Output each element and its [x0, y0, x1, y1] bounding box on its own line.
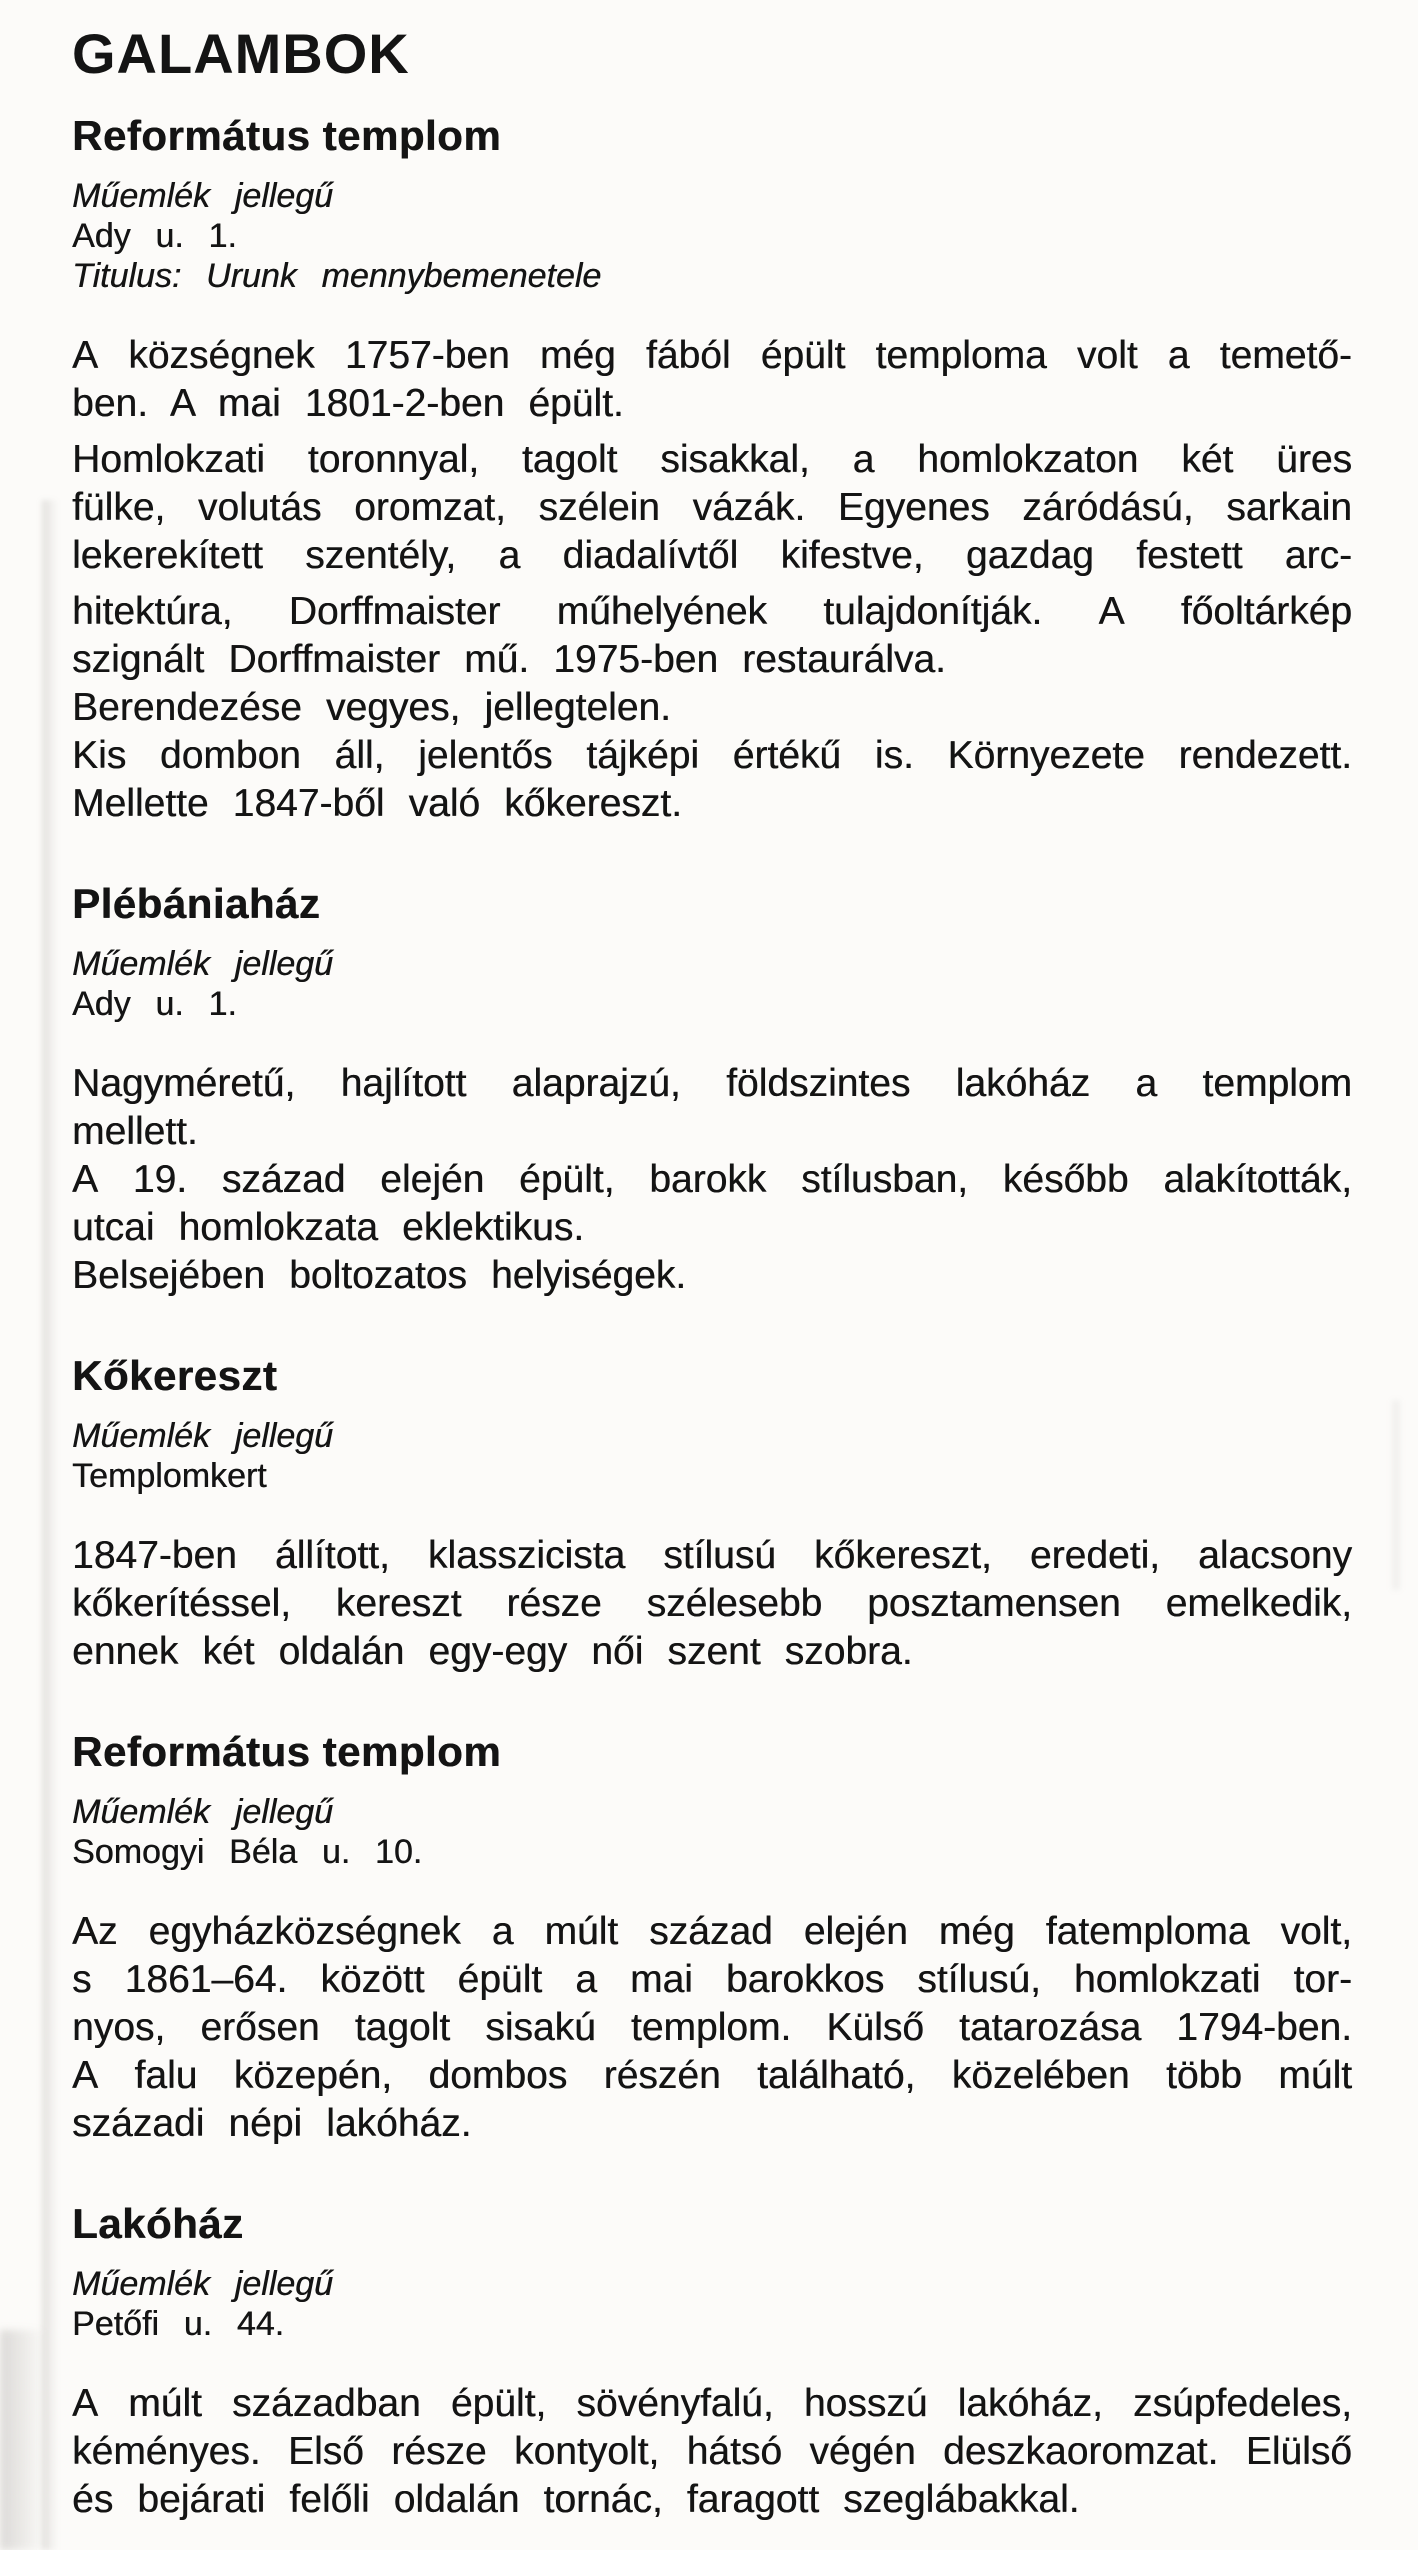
text-line: [72, 588, 1352, 636]
word: jelentős: [418, 734, 553, 777]
word: szélesebb: [646, 1582, 823, 1625]
text-line: szignált Dorffmaister mű. 1975-ben restaurálva.: [72, 638, 946, 681]
scan-gutter-shadow: [42, 500, 58, 2550]
word: falu: [134, 2054, 198, 2097]
meta-line: Műemlék jellegű: [72, 945, 333, 983]
word: értékű: [732, 734, 842, 777]
word: klasszicista: [427, 1534, 626, 1577]
word: gazdag: [965, 534, 1094, 577]
word: oromzat,: [354, 486, 506, 529]
word: Környezete: [947, 734, 1145, 777]
word: elején: [803, 1910, 908, 1953]
section-meta: [72, 176, 1352, 296]
text-line: [72, 1580, 1352, 1628]
word: században: [232, 2382, 421, 2425]
section-heading: Kőkereszt: [72, 1352, 278, 1399]
word: deszkaoromzat.: [943, 2430, 1219, 2473]
section-meta: [72, 2264, 1352, 2344]
word: stílusban,: [801, 1158, 968, 1201]
word: posztamensen: [867, 1582, 1121, 1625]
word: épült: [760, 334, 846, 377]
paragraph: [72, 1908, 1352, 2148]
word: még: [938, 1910, 1015, 1953]
word: közelében: [951, 2054, 1130, 2097]
word: községnek: [128, 334, 315, 377]
monument-section: [72, 2202, 1352, 2524]
word: s: [72, 1958, 92, 2001]
word: múlt: [544, 1910, 619, 1953]
word: a: [498, 534, 521, 577]
text-line: [72, 1060, 1352, 1108]
text-line: [72, 2428, 1352, 2476]
word: lekerekített: [72, 534, 263, 577]
word: homlokzati: [1073, 1958, 1261, 2001]
text-line: ennek két oldalán egy-egy női szent szobra.: [72, 1630, 913, 1673]
word: zsúpfedeles,: [1132, 2382, 1352, 2425]
word: tagolt: [521, 438, 618, 481]
word: barokk: [649, 1158, 767, 1201]
word: volt: [1076, 334, 1138, 377]
text-line: utcai homlokzata eklektikus.: [72, 1206, 585, 1249]
word: a: [575, 1958, 597, 2001]
word: Első: [287, 2430, 364, 2473]
paragraph: [72, 588, 1352, 828]
word: épült,: [450, 2382, 547, 2425]
word: tagolt: [354, 2006, 451, 2049]
word: stílusú,: [917, 1958, 1041, 2001]
word: tulajdonítják.: [823, 590, 1043, 633]
word: állított,: [274, 1534, 390, 1577]
word: alakították,: [1163, 1158, 1352, 1201]
word: alacsony: [1198, 1534, 1352, 1577]
word: épült: [457, 1958, 543, 2001]
word: műhelyének: [556, 590, 767, 633]
word: temploma: [875, 334, 1047, 377]
word: Kis: [72, 734, 127, 777]
word: Egyenes: [837, 486, 990, 529]
word: hajlított: [340, 1062, 467, 1105]
word: végén: [809, 2430, 916, 2473]
word: fából: [645, 334, 731, 377]
word: kőkerítéssel,: [72, 1582, 291, 1625]
word: homlokzaton: [917, 438, 1139, 481]
word: Dorffmaister: [288, 590, 501, 633]
text-line: [72, 532, 1352, 580]
word: a: [852, 438, 875, 481]
word: A: [1098, 590, 1125, 633]
word: a: [1135, 1062, 1158, 1105]
word: fatemploma: [1045, 1910, 1250, 1953]
word: üres: [1276, 438, 1352, 481]
section-heading: Lakóház: [72, 2200, 244, 2247]
word: áll,: [334, 734, 385, 777]
word: sövényfalú,: [576, 2382, 774, 2425]
meta-line: Műemlék jellegű: [72, 1793, 333, 1831]
section-meta: [72, 1416, 1352, 1496]
word: tájképi: [586, 734, 699, 777]
word: A: [72, 2054, 99, 2097]
word: A: [72, 2382, 99, 2425]
word: egyházközségnek: [148, 1910, 461, 1953]
text-line: [72, 1908, 1352, 1956]
word: a: [1167, 334, 1190, 377]
word: kontyolt,: [513, 2430, 660, 2473]
meta-line: Petőfi u. 44.: [72, 2305, 285, 2343]
scan-streak: [1392, 1400, 1400, 1590]
section-heading: Református templom: [72, 112, 502, 159]
word: épült,: [519, 1158, 615, 1201]
word: közepén,: [233, 2054, 393, 2097]
word: 1847-ben: [72, 1534, 237, 1577]
meta-line: Műemlék jellegű: [72, 177, 333, 215]
word: templom: [1202, 1062, 1352, 1105]
monument-section: [72, 114, 1352, 828]
section-heading: Plébániaház: [72, 880, 321, 927]
text-line: [72, 732, 1352, 780]
paragraph: [72, 2380, 1352, 2524]
paragraph: [72, 436, 1352, 580]
word: sisakkal,: [660, 438, 810, 481]
word: Homlokzati: [72, 438, 265, 481]
word: része: [506, 1582, 602, 1625]
word: volt,: [1280, 1910, 1352, 1953]
meta-line: Somogyi Béla u. 10.: [72, 1833, 423, 1871]
paragraph: [72, 1060, 1352, 1300]
meta-line: Műemlék jellegű: [72, 1417, 333, 1455]
text-line: [72, 1156, 1352, 1204]
monument-section: [72, 1354, 1352, 1676]
paragraph: [72, 1532, 1352, 1676]
word: diadalívtől: [562, 534, 739, 577]
word: sarkain: [1226, 486, 1352, 529]
word: 1794-ben.: [1176, 2006, 1352, 2049]
word: több: [1165, 2054, 1242, 2097]
word: sisakú: [485, 2006, 596, 2049]
word: múlt: [1278, 2054, 1352, 2097]
word: szentély,: [305, 534, 457, 577]
meta-line: Ady u. 1.: [72, 985, 237, 1023]
word: vázák.: [692, 486, 806, 529]
word: arc-: [1284, 534, 1352, 577]
word: Nagyméretű,: [72, 1062, 296, 1105]
word: kereszt: [335, 1582, 462, 1625]
text-line: [72, 1532, 1352, 1580]
word: még: [539, 334, 616, 377]
word: emelkedik,: [1165, 1582, 1352, 1625]
text-line: századi népi lakóház.: [72, 2102, 472, 2145]
word: Elülső: [1245, 2430, 1352, 2473]
word: hitektúra,: [72, 590, 233, 633]
word: között: [320, 1958, 425, 2001]
word: később: [1002, 1158, 1129, 1201]
word: 19.: [132, 1158, 188, 1201]
word: lakóház: [955, 1062, 1091, 1105]
word: részén: [603, 2054, 721, 2097]
word: temető-: [1219, 334, 1352, 377]
text-line: mellett.: [72, 1110, 198, 1153]
word: mai: [629, 1958, 693, 2001]
word: földszintes: [726, 1062, 911, 1105]
text-line: Belsejében boltozatos helyiségek.: [72, 1254, 687, 1297]
word: eredeti,: [1029, 1534, 1160, 1577]
word: A: [72, 334, 99, 377]
word: kifestve,: [780, 534, 924, 577]
word: festett: [1136, 534, 1243, 577]
word: barokkos: [725, 1958, 885, 2001]
word: dombon: [159, 734, 301, 777]
word: stílusú: [663, 1534, 776, 1577]
text-line: ben. A mai 1801-2-ben épült.: [72, 382, 624, 425]
word: található,: [757, 2054, 916, 2097]
word: tor-: [1293, 1958, 1352, 2001]
word: nyos,: [72, 2006, 166, 2049]
scan-corner-shadow: [0, 2330, 46, 2550]
text-line: Berendezése vegyes, jellegtelen.: [72, 686, 671, 729]
text-line: [72, 484, 1352, 532]
paragraph: [72, 332, 1352, 428]
word: dombos: [428, 2054, 568, 2097]
monument-section: [72, 1730, 1352, 2148]
text-line: [72, 2380, 1352, 2428]
text-line: [72, 1956, 1352, 2004]
section-meta: [72, 944, 1352, 1024]
word: hosszú: [803, 2382, 928, 2425]
meta-line: Ady u. 1.: [72, 217, 237, 255]
meta-line: Templomkert: [72, 1457, 267, 1495]
word: lakóház,: [957, 2382, 1103, 2425]
text-line: [72, 436, 1352, 484]
monument-section: [72, 882, 1352, 1300]
word: templom.: [630, 2006, 792, 2049]
text-line: [72, 2004, 1352, 2052]
word: szélein: [538, 486, 660, 529]
word: tatarozása: [959, 2006, 1142, 2049]
text-line: [72, 2052, 1352, 2100]
text-line: és bejárati felőli oldalán tornác, faragott szeglábakkal.: [72, 2478, 1080, 2521]
word: záródású,: [1022, 486, 1194, 529]
section-heading: Református templom: [72, 1728, 502, 1775]
section-meta: [72, 1792, 1352, 1872]
text-line: Mellette 1847-ből való kőkereszt.: [72, 782, 682, 825]
word: múlt: [128, 2382, 202, 2425]
word: elején: [380, 1158, 485, 1201]
word: kéményes.: [72, 2430, 261, 2473]
word: része: [391, 2430, 487, 2473]
word: A: [72, 1158, 99, 1201]
meta-line: Műemlék jellegű: [72, 2265, 333, 2303]
word: alaprajzú,: [511, 1062, 681, 1105]
word: rendezett.: [1178, 734, 1352, 777]
word: Az: [72, 1910, 118, 1953]
word: 1861–64.: [124, 1958, 288, 2001]
word: Külső: [826, 2006, 924, 2049]
word: is.: [874, 734, 914, 777]
word: kőkereszt,: [814, 1534, 992, 1577]
text-line: [72, 332, 1352, 380]
word: két: [1181, 438, 1234, 481]
word: főoltárkép: [1180, 590, 1352, 633]
word: század: [649, 1910, 773, 1953]
page-title: GALAMBOK: [72, 22, 410, 85]
word: század: [221, 1158, 346, 1201]
word: a: [491, 1910, 514, 1953]
sections: [72, 114, 1352, 2524]
word: fülke,: [72, 486, 166, 529]
word: toronnyal,: [307, 438, 480, 481]
word: 1757-ben: [344, 334, 510, 377]
meta-line: Titulus: Urunk mennybemenetele: [72, 257, 602, 295]
word: volutás: [197, 486, 322, 529]
word: hátsó: [686, 2430, 782, 2473]
word: erősen: [200, 2006, 320, 2049]
